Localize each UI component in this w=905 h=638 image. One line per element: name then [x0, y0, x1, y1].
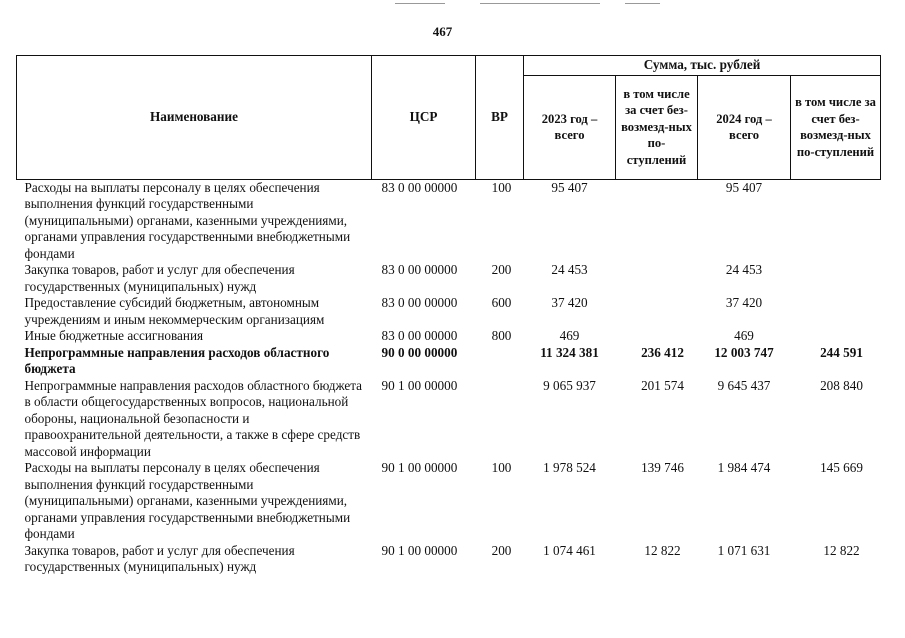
- row-2023-free-receipts: 12 822: [644, 542, 681, 558]
- row-2024-total: 37 420: [725, 295, 763, 310]
- row-2023-total: 24 453: [551, 262, 588, 277]
- scan-artifact: [480, 3, 600, 4]
- row-2023-free-receipts: [616, 328, 698, 345]
- row-csr: 90 1 00 00000: [381, 377, 458, 393]
- table-row: [17, 460, 881, 543]
- row-csr: 83 0 00 00000: [381, 262, 458, 277]
- row-2024-free-receipts: 12 822: [823, 542, 860, 558]
- row-2024-total: 9 645 437: [717, 377, 771, 393]
- row-name: Расходы на выплаты персоналу в целях обеспечения выполнения функций государственными (муниципальными) органами, казенными учреждениями, органами управления государственными внебюджетными фондами: [24, 179, 351, 261]
- row-name: Предоставление субсидий бюджетным, автономным учреждениям и иным некоммерческим организациям: [24, 295, 325, 327]
- row-csr: 83 0 00 00000: [381, 328, 458, 343]
- row-vr: 800: [491, 328, 512, 343]
- row-2023-total: 95 407: [551, 179, 588, 195]
- row-csr: 83 0 00 00000: [381, 295, 458, 310]
- row-2024-free-receipts: 145 669: [820, 460, 863, 475]
- row-vr: 100: [491, 179, 512, 195]
- row-2023-free-receipts: 236 412: [641, 344, 684, 360]
- row-2024-total: 95 407: [725, 179, 763, 195]
- header-name: Наименование: [17, 56, 372, 180]
- table-row: [17, 295, 881, 328]
- table-row: [17, 179, 881, 262]
- scan-artifact: [625, 3, 660, 4]
- row-csr: 90 1 00 00000: [381, 542, 458, 558]
- page-number: 467: [432, 24, 453, 39]
- row-csr: 83 0 00 00000: [381, 179, 458, 195]
- row-2023-free-receipts: 201 574: [641, 377, 684, 393]
- table-body: [17, 179, 881, 576]
- table-row: [17, 328, 881, 345]
- row-name: Непрограммные направления расходов областного бюджета: [24, 344, 330, 376]
- header-csr: ЦСР: [372, 56, 476, 180]
- row-name: Расходы на выплаты персоналу в целях обеспечения выполнения функций государственными (муниципальными) органами, казенными учреждениями, органами управления государственными внебюджетными фондами: [24, 460, 351, 541]
- row-2023-total: 1 978 524: [543, 460, 596, 475]
- row-2024-total: 1 071 631: [717, 542, 771, 558]
- row-2024-free-receipts: [791, 262, 881, 295]
- header-sum-group: Сумма, тыс. рублей: [524, 56, 881, 76]
- header-2024-free-receipts: в том числе за счет без-возмезд-ных по-ступлений: [791, 75, 881, 179]
- row-2023-total: 9 065 937: [543, 377, 596, 393]
- row-vr: 100: [491, 460, 512, 475]
- row-name: Непрограммные направления расходов областного бюджета в области общегосударственных вопросов, национальной обороны, национальной безопасности и правоохранительной деятельности, а также в сфере средств массовой информации: [24, 377, 363, 459]
- row-2024-free-receipts: [791, 295, 881, 328]
- header-2024-total: 2024 год – всего: [698, 75, 791, 179]
- row-name: Закупка товаров, работ и услуг для обеспечения государственных (муниципальных) нужд: [24, 262, 295, 294]
- row-2024-total: 24 453: [725, 262, 763, 277]
- table-row: [17, 543, 881, 576]
- row-vr: 600: [491, 295, 512, 310]
- scan-artifact: [395, 3, 445, 4]
- row-csr: 90 0 00 00000: [381, 344, 458, 360]
- row-2023-total: 37 420: [551, 295, 588, 310]
- header-vr: ВР: [476, 56, 524, 180]
- row-2024-free-receipts: 208 840: [820, 377, 863, 393]
- row-2023-free-receipts: [616, 295, 698, 328]
- row-name: Иные бюджетные ассигнования: [24, 328, 204, 343]
- row-csr: 90 1 00 00000: [381, 460, 458, 475]
- budget-table: [16, 55, 881, 576]
- row-2024-total: 1 984 474: [717, 460, 771, 475]
- budget-table-sheet: [16, 55, 880, 576]
- row-2024-free-receipts: 244 591: [820, 344, 863, 360]
- table-row: [17, 378, 881, 461]
- table-row: [17, 345, 881, 378]
- row-2024-total: 12 003 747: [714, 344, 774, 360]
- row-2023-free-receipts: [616, 262, 698, 295]
- row-2023-total: 469: [559, 328, 580, 343]
- row-vr: 200: [491, 262, 512, 277]
- header-2023-free-receipts: в том числе за счет без-возмезд-ных по-ступлений: [616, 75, 698, 179]
- row-2023-free-receipts: [616, 179, 698, 262]
- row-name: Закупка товаров, работ и услуг для обеспечения государственных (муниципальных) нужд: [24, 542, 295, 574]
- table-row: [17, 262, 881, 295]
- row-vr: 200: [491, 542, 512, 558]
- row-2023-total: 11 324 381: [540, 344, 599, 360]
- row-2024-free-receipts: [791, 328, 881, 345]
- header-2023-total: 2023 год – всего: [524, 75, 616, 179]
- row-2023-free-receipts: 139 746: [641, 460, 684, 475]
- row-vr: [476, 378, 524, 461]
- row-2024-total: 469: [734, 328, 754, 343]
- row-2024-free-receipts: [791, 179, 881, 262]
- row-2023-total: 1 074 461: [543, 542, 596, 558]
- row-vr: [476, 345, 524, 378]
